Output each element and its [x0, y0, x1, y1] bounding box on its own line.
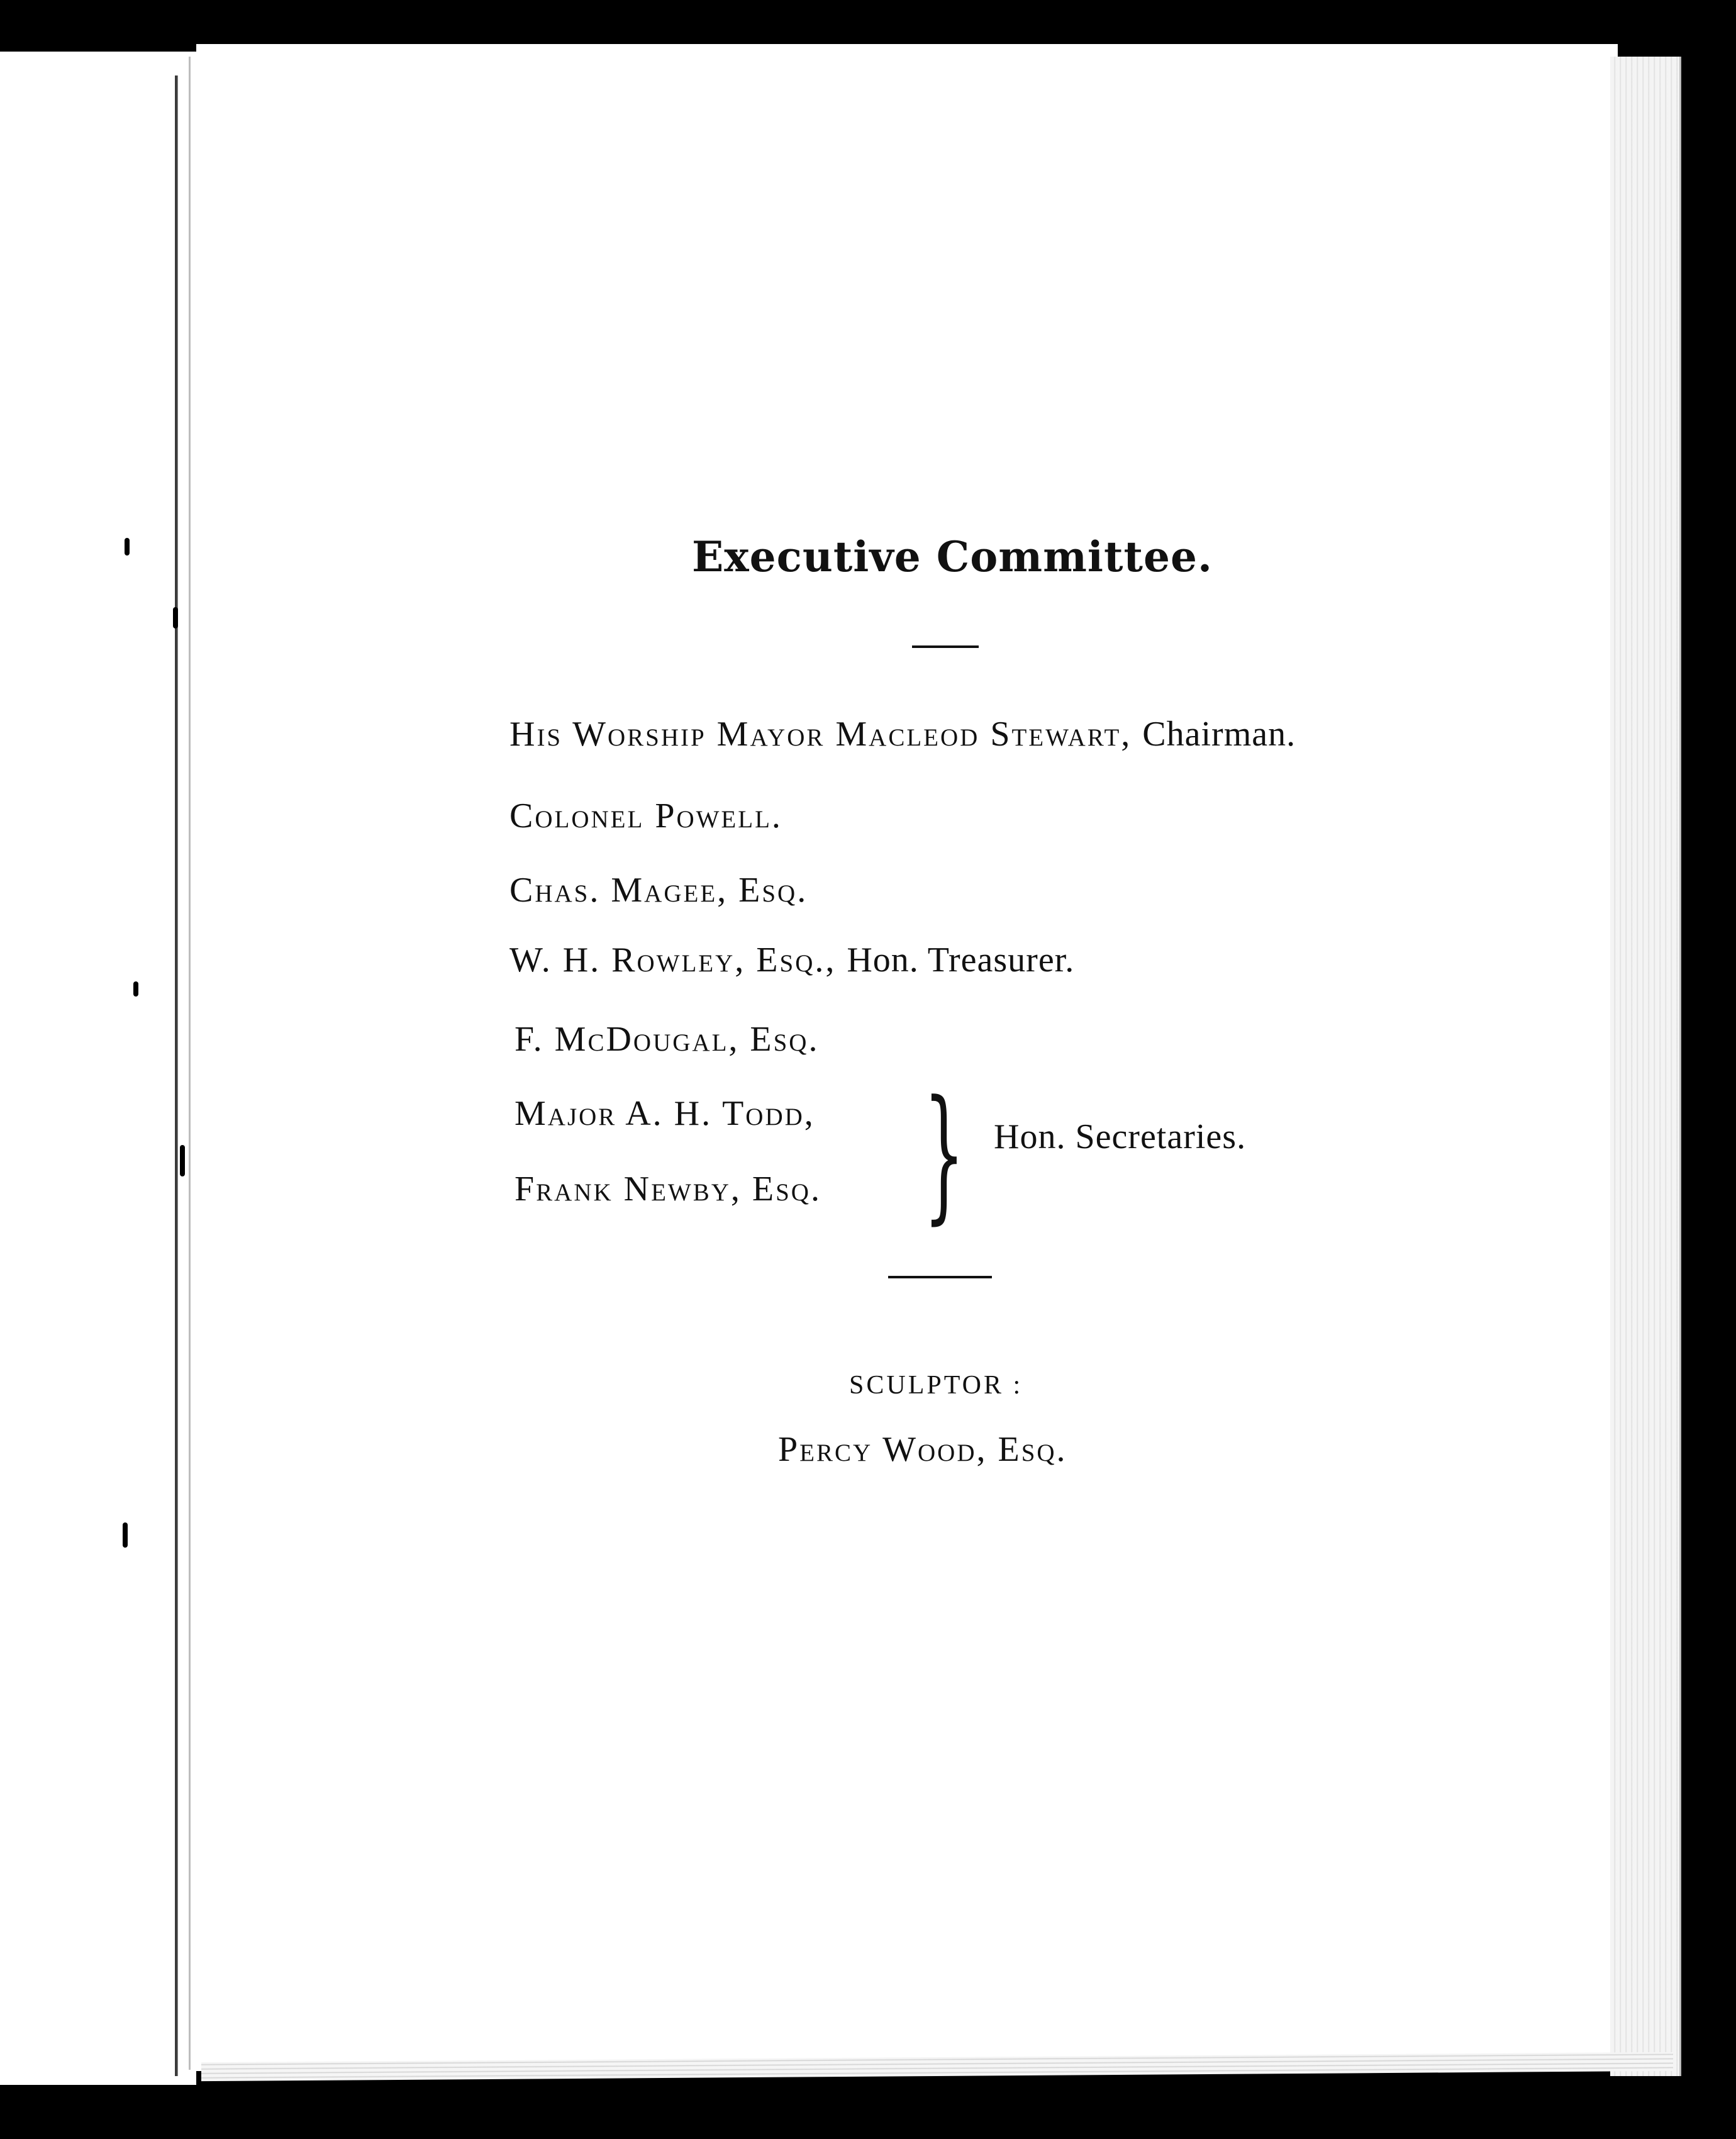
member-line	[515, 1093, 815, 1134]
member-name: Colonel Powell.	[509, 796, 782, 835]
member-line	[509, 870, 808, 910]
brace-icon: }	[923, 1070, 965, 1238]
page-title: Executive Committee.	[692, 532, 1213, 581]
member-name: Chas. Magee, Esq.	[509, 871, 808, 910]
secretaries-role: Hon. Secretaries.	[994, 1117, 1247, 1156]
member-name: Major A. H. Todd,	[515, 1094, 815, 1133]
sculptor-name: Percy Wood, Esq.	[778, 1430, 1067, 1469]
divider-top	[912, 645, 979, 648]
sculptor-label: SCULPTOR :	[849, 1371, 1023, 1400]
divider-bottom	[888, 1276, 992, 1278]
member-name: His Worship Mayor Macleod Stewart,	[509, 715, 1132, 754]
member-line	[509, 940, 1074, 980]
member-role: Chairman.	[1142, 715, 1296, 754]
member-line	[515, 1169, 821, 1209]
member-name: F. McDougal, Esq.	[515, 1020, 820, 1059]
member-line	[509, 796, 782, 836]
member-line	[515, 1019, 819, 1059]
member-name: Frank Newby, Esq.	[515, 1170, 821, 1209]
member-role: Hon. Treasurer.	[847, 941, 1075, 980]
member-line	[509, 714, 1296, 754]
member-name: W. H. Rowley, Esq.,	[509, 941, 837, 980]
